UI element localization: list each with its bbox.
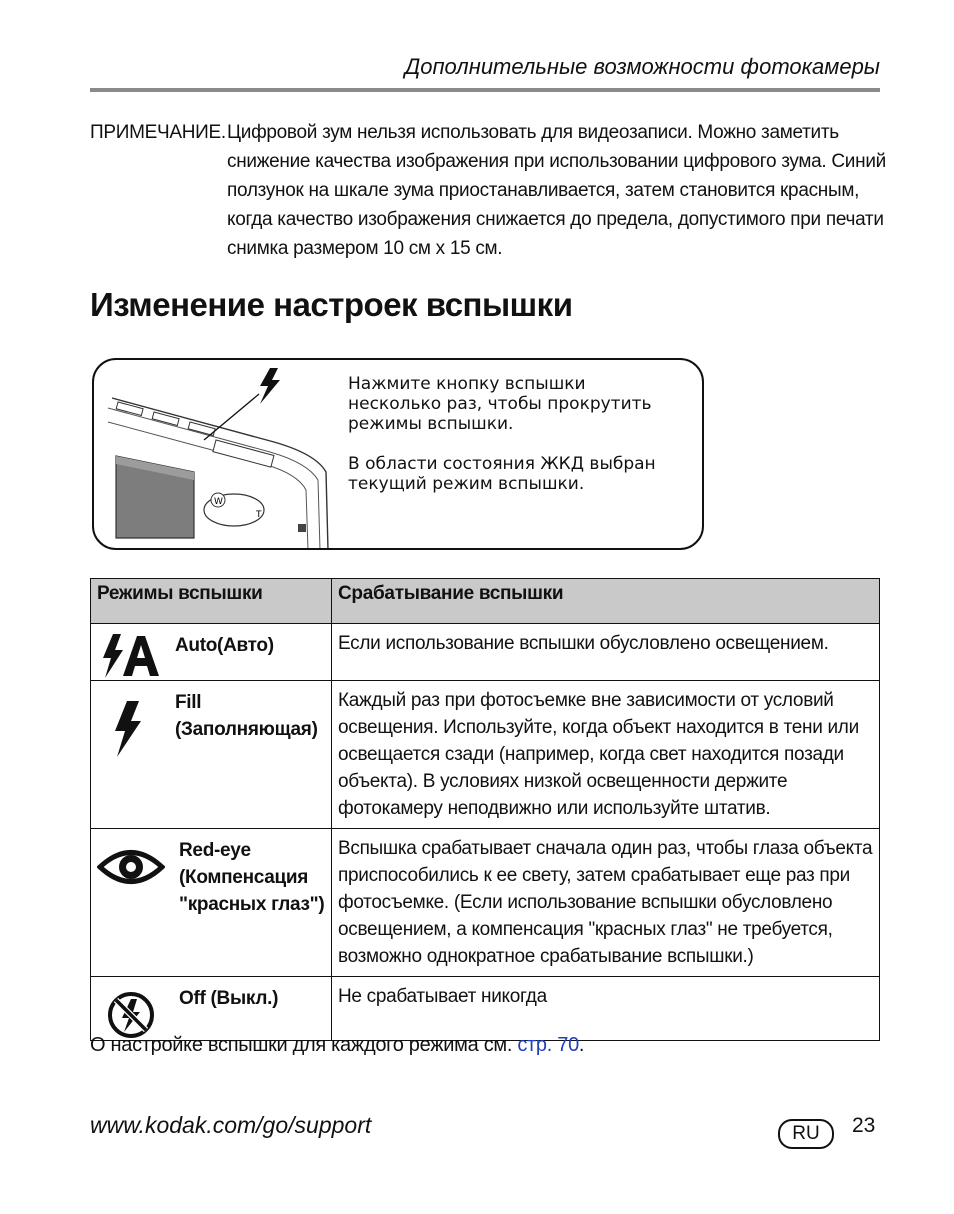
mode-name [175, 681, 331, 743]
flash-fill-icon [95, 699, 167, 759]
reference-period: . [578, 1034, 585, 1056]
description-line: возможно однократное срабатывание вспышки.) [338, 946, 754, 967]
table-row [91, 829, 880, 977]
mode-cell [91, 624, 332, 681]
description-line: Не срабатывает никогда [338, 986, 547, 1007]
callout-line: В области состояния ЖКД выбран [348, 454, 656, 474]
page-number: 23 [852, 1114, 876, 1137]
note-line: снижение качества изображения при использовании цифрового зума. Синий [227, 151, 886, 172]
mode-name [179, 977, 331, 1012]
mode-cell [91, 977, 332, 1041]
red-eye-icon [95, 837, 167, 897]
support-url: www.kodak.com/go/support [90, 1112, 372, 1138]
description-line: объекта). В условиях низкой освещенности держите [338, 771, 788, 792]
callout-line: режимы вспышки. [348, 414, 514, 434]
callout-line: Нажмите кнопку вспышки [348, 374, 586, 394]
description-line: фотокамеру неподвижно или используйте штатив. [338, 798, 771, 819]
mode-name-line: Fill [175, 692, 202, 713]
mode-cell [91, 681, 332, 829]
description-cell [332, 977, 880, 1041]
description-cell [332, 681, 880, 829]
section-title: Изменение настроек вспышки [90, 286, 573, 323]
header-rule [90, 88, 880, 92]
mode-name-line: Off (Выкл.) [179, 988, 279, 1009]
description-line: фотосъемке. (Если использование вспышки обусловлено [338, 892, 833, 913]
note-line: когда качество изображения снижается до предела, допустимого при печати [227, 209, 884, 230]
running-header: Дополнительные возможности фотокамеры [404, 54, 880, 79]
settings-reference [90, 1034, 584, 1057]
callout-line: несколько раз, чтобы прокрутить [348, 394, 652, 414]
column-header-behavior: Срабатывание вспышки [332, 579, 880, 624]
callout-line: текущий режим вспышки. [348, 474, 585, 494]
callout-text [348, 374, 688, 514]
flash-auto-icon [95, 626, 167, 686]
table-row [91, 977, 880, 1041]
note-text [227, 118, 887, 263]
svg-text:T: T [256, 510, 262, 520]
description-line: приспособились к ее свету, затем срабатывает еще раз при [338, 865, 850, 886]
note-label: ПРИМЕЧАНИЕ. [90, 122, 226, 143]
mode-name-line: Red-eye [179, 840, 251, 861]
mode-name-line: "красных глаз") [179, 894, 325, 915]
camera-top-illustration [94, 360, 344, 550]
note-line: Цифровой зум нельзя использовать для видеозаписи. Можно заметить [227, 122, 839, 143]
column-header-modes: Режимы вспышки [91, 579, 332, 624]
flash-button-callout [92, 358, 704, 550]
language-badge: RU [778, 1119, 834, 1149]
flash-modes-table [90, 578, 880, 1041]
description-cell [332, 624, 880, 681]
table-row [91, 681, 880, 829]
note-line: ползунок на шкале зума приостанавливается, затем становится красным, [227, 180, 860, 201]
mode-name [179, 829, 331, 918]
page-link[interactable]: стр. 70 [517, 1034, 579, 1056]
mode-name-line: Auto(Авто) [175, 635, 274, 656]
table-row [91, 624, 880, 681]
note-line: снимка размером 10 см х 15 см. [227, 238, 503, 259]
svg-text:W: W [214, 497, 223, 507]
description-line: Каждый раз при фотосъемке вне зависимости от условий [338, 690, 834, 711]
description-line: освещения. Используйте, когда объект находится в тени или [338, 717, 859, 738]
mode-name-line: (Компенсация [179, 867, 309, 888]
description-line: освещением, а компенсация "красных глаз" не требуется, [338, 919, 833, 940]
description-line: Вспышка срабатывает сначала один раз, чтобы глаза объекта [338, 838, 873, 859]
mode-cell [91, 829, 332, 977]
description-line: освещается сзади (например, когда свет находится позади [338, 744, 844, 765]
description-cell [332, 829, 880, 977]
mode-name [175, 624, 331, 659]
reference-text: О настройке вспышки для каждого режима см. [90, 1034, 518, 1056]
table-header-row [91, 579, 880, 624]
description-line: Если использование вспышки обусловлено освещением. [338, 633, 829, 654]
mode-name-line: (Заполняющая) [175, 719, 318, 740]
